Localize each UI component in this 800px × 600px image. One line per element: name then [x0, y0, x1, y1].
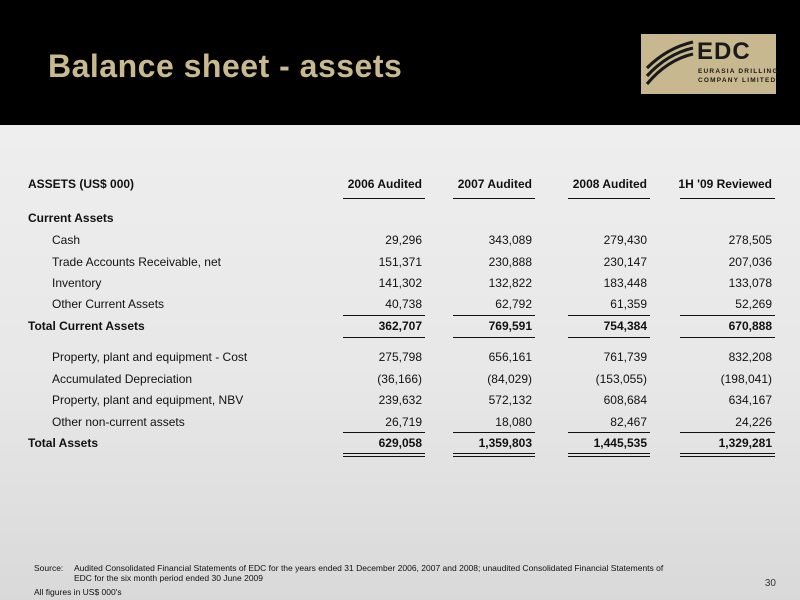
cell-value: 18,080: [495, 415, 532, 429]
cell-value: 608,684: [603, 393, 647, 407]
grand-total-rule: [568, 453, 650, 454]
grand-total-rule: [343, 456, 425, 457]
grand-total-rule: [680, 456, 775, 457]
cell-value: 29,296: [385, 233, 422, 247]
slide-header: [0, 0, 800, 125]
row-label: Other non-current assets: [52, 415, 185, 429]
logo-subtitle: EURASIA DRILLING COMPANY LIMITED: [698, 68, 779, 84]
cell-value: 572,132: [488, 393, 532, 407]
table-header-row: [0, 174, 800, 194]
table-header-label: ASSETS (US$ 000): [28, 177, 135, 191]
column-header: 2006 Audited: [347, 177, 422, 191]
grand-total-rule: [343, 453, 425, 454]
cell-value: 141,302: [378, 276, 422, 290]
cell-value: 832,208: [728, 350, 772, 364]
cell-value: 151,371: [378, 255, 422, 269]
cell-value: 275,798: [378, 350, 422, 364]
cell-value: 183,448: [603, 276, 647, 290]
cell-value: 1,329,281: [718, 436, 772, 450]
header-underline: [453, 198, 535, 199]
header-underline: [568, 198, 650, 199]
total-rule: [568, 337, 650, 338]
row-label: Trade Accounts Receivable, net: [52, 255, 221, 269]
table-row: [0, 369, 800, 389]
cell-value: 769,591: [488, 319, 532, 333]
swoosh-icon: [645, 40, 695, 90]
cell-value: 278,505: [728, 233, 772, 247]
row-label: Cash: [52, 233, 81, 247]
grand-total-rule: [453, 453, 535, 454]
row-label: Other Current Assets: [52, 297, 165, 311]
section-label: Current Assets: [28, 211, 114, 225]
total-rule: [680, 337, 775, 338]
cell-value: 279,430: [603, 233, 647, 247]
cell-value: (36,166): [377, 372, 422, 386]
table-row: [0, 273, 800, 293]
units-note: All figures in US$ 000's: [34, 587, 122, 597]
source-text: Audited Consolidated Financial Statements of EDC for the years ended 31 December 2006, 2007 and 2008; unaudited Consolidated Financial Statements of EDC for the six month period ended 30 June 2009: [74, 563, 664, 583]
cell-value: 362,707: [378, 319, 422, 333]
grand-total-rule: [680, 453, 775, 454]
row-label: Total Current Assets: [28, 319, 145, 333]
grand-total-rule: [453, 456, 535, 457]
cell-value: 239,632: [378, 393, 422, 407]
edc-logo: [641, 34, 779, 94]
table-row: [0, 294, 800, 314]
cell-value: 629,058: [378, 436, 422, 450]
grand-total-rule: [568, 456, 650, 457]
cell-value: 62,792: [495, 297, 532, 311]
table-row: [0, 252, 800, 272]
cell-value: 207,036: [728, 255, 772, 269]
column-header: 2008 Audited: [572, 177, 647, 191]
column-header: 2007 Audited: [457, 177, 532, 191]
header-underline: [343, 198, 425, 199]
row-label: Property, plant and equipment - Cost: [52, 350, 248, 364]
total-row: [0, 433, 800, 453]
row-label: Total Assets: [28, 436, 99, 450]
cell-value: 82,467: [610, 415, 647, 429]
cell-value: 754,384: [603, 319, 647, 333]
cell-value: 26,719: [385, 415, 422, 429]
row-label: Inventory: [52, 276, 102, 290]
table-row: [0, 347, 800, 367]
cell-value: 1,359,803: [478, 436, 532, 450]
header-underline: [680, 198, 775, 199]
page-number: 30: [764, 578, 776, 589]
total-rule: [343, 337, 425, 338]
cell-value: 343,089: [488, 233, 532, 247]
cell-value: 40,738: [385, 297, 422, 311]
section-row: [0, 208, 800, 228]
row-label: Accumulated Depreciation: [52, 372, 193, 386]
slide-title: Balance sheet - assets: [48, 48, 403, 84]
logo-wordmark: EDC: [697, 38, 751, 65]
cell-value: 133,078: [728, 276, 772, 290]
table-row: [0, 390, 800, 410]
row-label: Property, plant and equipment, NBV: [52, 393, 244, 407]
cell-value: (84,029): [487, 372, 532, 386]
cell-value: 230,888: [488, 255, 532, 269]
cell-value: 634,167: [728, 393, 772, 407]
column-header: 1H '09 Reviewed: [678, 177, 772, 191]
cell-value: (198,041): [720, 372, 772, 386]
cell-value: 656,161: [488, 350, 532, 364]
cell-value: 61,359: [610, 297, 647, 311]
cell-value: 24,226: [735, 415, 772, 429]
source-label: Source:: [34, 563, 64, 573]
cell-value: (153,055): [595, 372, 647, 386]
cell-value: 132,822: [488, 276, 532, 290]
total-row: [0, 316, 800, 336]
cell-value: 1,445,535: [593, 436, 647, 450]
cell-value: 52,269: [735, 297, 772, 311]
cell-value: 761,739: [603, 350, 647, 364]
total-rule: [453, 337, 535, 338]
cell-value: 230,147: [603, 255, 647, 269]
cell-value: 670,888: [728, 319, 772, 333]
table-row: [0, 412, 800, 432]
table-row: [0, 230, 800, 250]
